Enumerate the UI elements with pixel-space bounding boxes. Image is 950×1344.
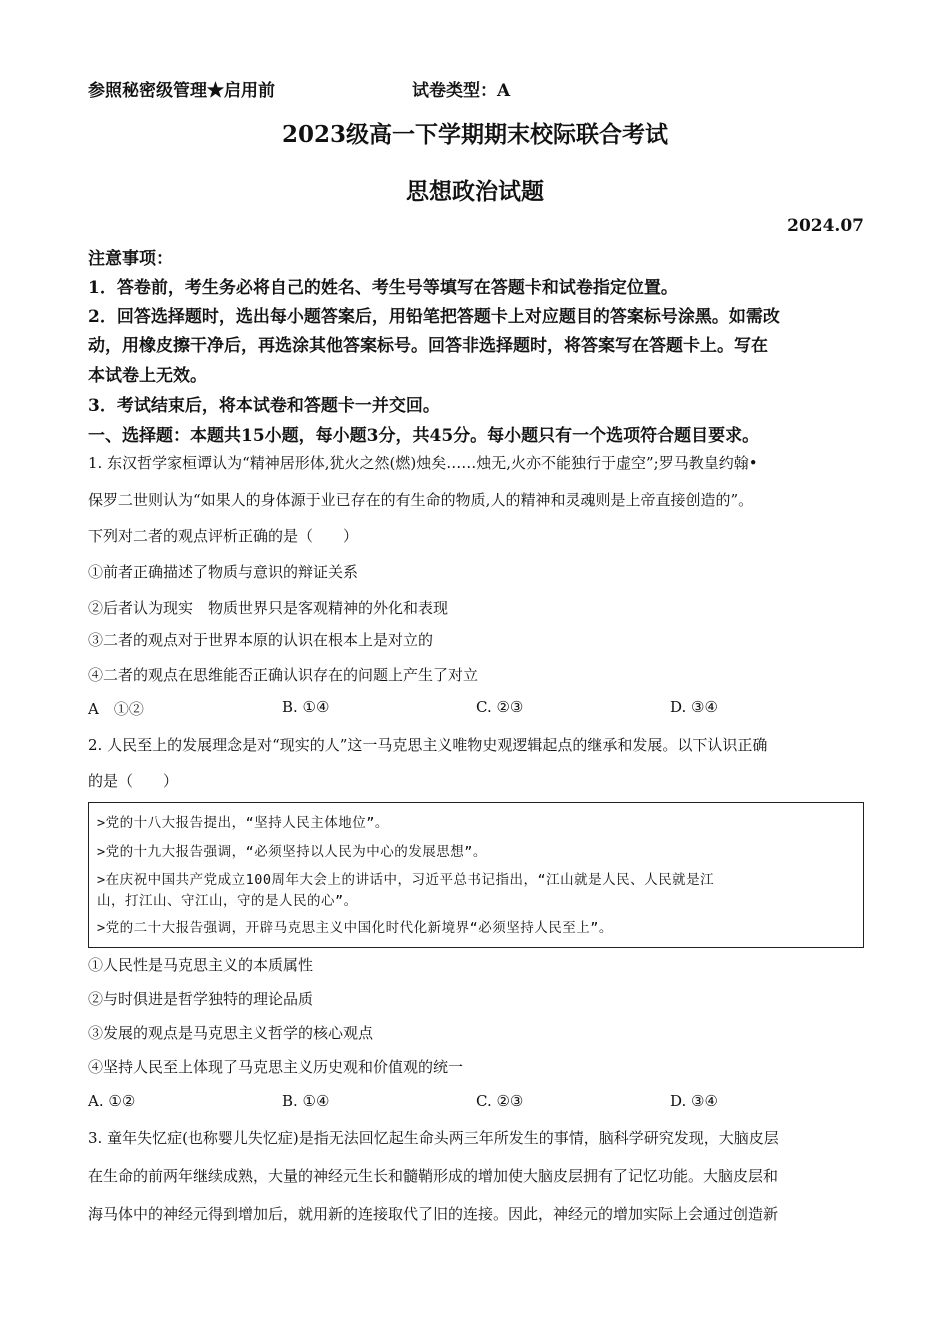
question-1-statement: ①前者正确描述了物质与意识的辩证关系 [88,563,359,581]
question-1-option-b: B. ①④ [282,698,330,716]
question-1-statement: ②后者认为现实 物质世界只是客观精神的外化和表现 [88,599,449,617]
exam-date: 2024.07 [787,216,864,236]
question-1-text: 保罗二世则认为“如果人的身体源于业已存在的有生命的物质,人的精神和灵魂则是上帝直接创造的”。 [88,491,754,509]
question-2-option-d: D. ③④ [670,1092,718,1110]
question-3-text: 海马体中的神经元得到增加后，就用新的连接取代了旧的连接。因此，神经元的增加实际上会通过创造新 [88,1205,779,1223]
question-1-text: 1. 东汉哲学家桓谭认为“精神居形体,犹火之然(燃)烛矣……烛无,火亦不能独行于虚空”;罗马教皇约翰• [88,454,758,472]
question-2-option-c: C. ②③ [476,1092,524,1110]
question-3-text: 3. 童年失忆症(也称婴儿失忆症)是指无法回忆起生命头两三年所发生的事情，脑科学研究发现，大脑皮层 [88,1129,779,1147]
notice-item: 2．回答选择题时，选出每小题答案后，用铅笔把答题卡上对应题目的答案标号涂黑。如需改 [88,307,780,327]
notice-heading: 注意事项： [88,249,173,269]
question-1-option-a: A ①② [88,700,144,718]
question-2-statement: ②与时俱进是哲学独特的理论品质 [88,990,314,1008]
paper-type: 试卷类型：A [412,81,511,101]
question-2-text: 2. 人民至上的发展理念是对“现实的人”这一马克思主义唯物史观逻辑起点的继承和发展。以下认识正确 [88,736,768,754]
exam-title: 2023级高一下学期期末校际联合考试 [281,121,668,148]
quote-line: >党的十九大报告强调，“必须坚持以人民为中心的发展思想”。 [97,844,487,860]
question-2-option-a: A. ①② [88,1092,136,1110]
section-heading: 一、选择题：本题共15小题，每小题3分，共45分。每小题只有一个选项符合题目要求。 [88,426,760,446]
question-1-text: 下列对二者的观点评析正确的是（ ） [88,527,359,545]
quote-line: >党的十八大报告提出，“坚持人民主体地位”。 [97,815,389,831]
confidential-label: 参照秘密级管理★启用前 [88,81,275,101]
question-2-statement: ③发展的观点是马克思主义哲学的核心观点 [88,1024,374,1042]
question-1-statement: ③二者的观点对于世界本原的认识在根本上是对立的 [88,631,434,649]
question-2-statement: ①人民性是马克思主义的本质属性 [88,956,314,974]
question-2-option-b: B. ①④ [282,1092,330,1110]
question-1-statement: ④二者的观点在思维能否正确认识存在的问题上产生了对立 [88,666,479,684]
quote-line: >在庆祝中国共产党成立100周年大会上的讲话中，习近平总书记指出，“江山就是人民、人民就是江 [97,872,715,888]
question-2-statement: ④坚持人民至上体现了马克思主义历史观和价值观的统一 [88,1058,464,1076]
quote-line: >党的二十大报告强调，开辟马克思主义中国化时代化新境界“必须坚持人民至上”。 [97,920,613,936]
quote-line: 山，打江山、守江山，守的是人民的心”。 [97,893,358,909]
notice-item: 3．考试结束后，将本试卷和答题卡一并交回。 [88,396,440,416]
notice-item: 动，用橡皮擦干净后，再选涂其他答案标号。回答非选择题时，将答案写在答题卡上。写在 [88,336,768,356]
notice-item: 本试卷上无效。 [88,366,207,386]
quote-box [88,802,864,948]
question-3-text: 在生命的前两年继续成熟，大量的神经元生长和髓鞘形成的增加使大脑皮层拥有了记忆功能。大脑皮层和 [88,1167,779,1185]
question-1-option-c: C. ②③ [476,698,524,716]
notice-item: 1．答卷前，考生务必将自己的姓名、考生号等填写在答题卡和试卷指定位置。 [88,278,678,298]
question-1-option-d: D. ③④ [670,698,718,716]
exam-subtitle: 思想政治试题 [406,178,544,205]
question-2-text: 的是（ ） [88,772,179,790]
